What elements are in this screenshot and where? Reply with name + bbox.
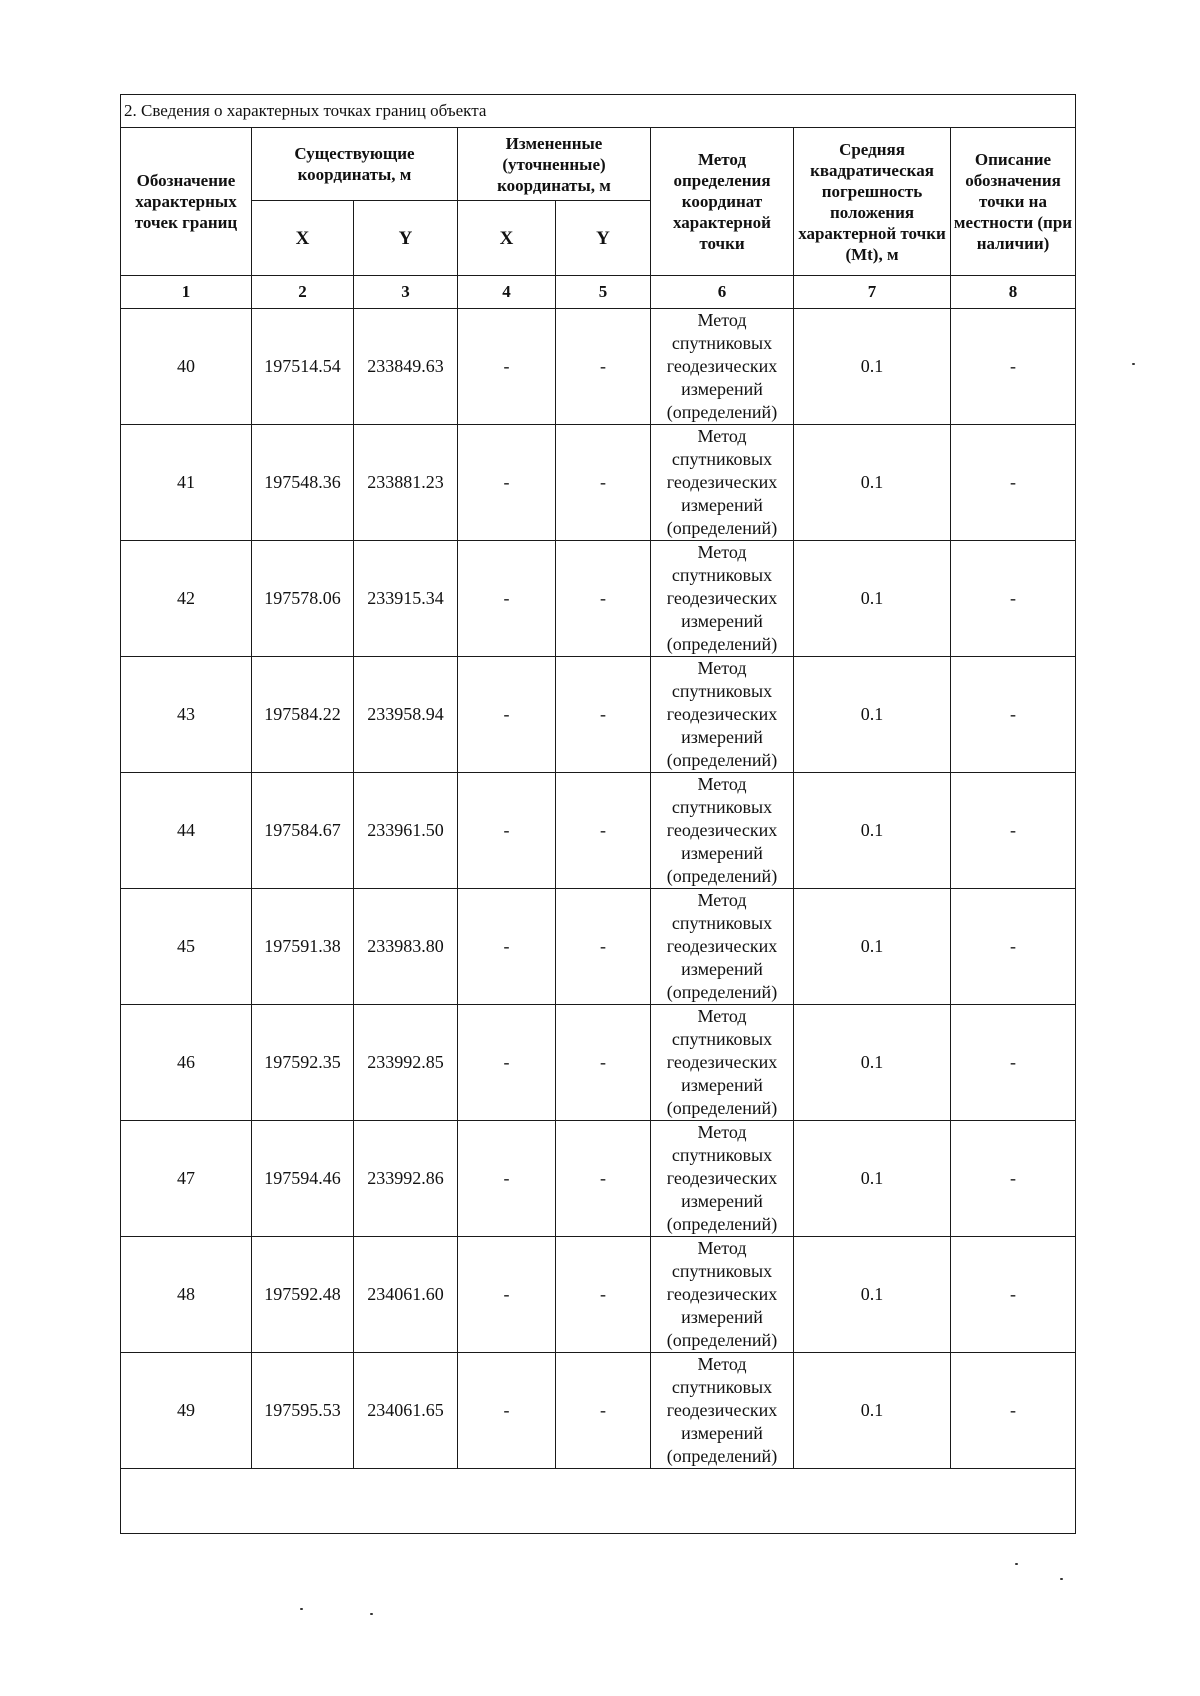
changed-x-value: -	[458, 1237, 556, 1353]
point-number: 45	[121, 889, 252, 1005]
scan-speck	[1015, 1563, 1018, 1565]
column-number-row	[121, 276, 1076, 309]
existing-x-value: 197584.67	[252, 773, 354, 889]
changed-y-value: -	[556, 1005, 651, 1121]
header-changed-y: Y	[556, 201, 651, 276]
header-mean-square-error: Средняя квадратическая погрешность положения характерной точки (Mt), м	[794, 128, 951, 276]
method-value: Метод спутниковых геодезических измерений (определений)	[651, 657, 794, 773]
existing-x-value: 197514.54	[252, 309, 354, 425]
table-row	[121, 309, 1076, 425]
method-value: Метод спутниковых геодезических измерений (определений)	[651, 1353, 794, 1469]
mt-value: 0.1	[794, 425, 951, 541]
mt-value: 0.1	[794, 309, 951, 425]
scan-speck	[300, 1608, 303, 1610]
description-value: -	[951, 309, 1076, 425]
existing-x-value: 197578.06	[252, 541, 354, 657]
description-value: -	[951, 657, 1076, 773]
changed-x-value: -	[458, 889, 556, 1005]
changed-y-value: -	[556, 309, 651, 425]
table-row	[121, 1237, 1076, 1353]
changed-x-value: -	[458, 657, 556, 773]
table-row	[121, 1005, 1076, 1121]
header-row-top	[121, 128, 1076, 201]
empty-row	[121, 1469, 1076, 1534]
description-value: -	[951, 1121, 1076, 1237]
changed-x-value: -	[458, 1005, 556, 1121]
mt-value: 0.1	[794, 1237, 951, 1353]
header-method: Метод определения координат характерной точки	[651, 128, 794, 276]
boundary-points-table	[120, 94, 1076, 1534]
point-number: 44	[121, 773, 252, 889]
description-value: -	[951, 425, 1076, 541]
changed-x-value: -	[458, 773, 556, 889]
existing-x-value: 197594.46	[252, 1121, 354, 1237]
table-body	[121, 309, 1076, 1534]
changed-y-value: -	[556, 773, 651, 889]
point-number: 48	[121, 1237, 252, 1353]
changed-y-value: -	[556, 889, 651, 1005]
header-existing-x: X	[252, 201, 354, 276]
description-value: -	[951, 541, 1076, 657]
mt-value: 0.1	[794, 1353, 951, 1469]
column-number: 3	[354, 276, 458, 309]
point-number: 42	[121, 541, 252, 657]
description-value: -	[951, 1237, 1076, 1353]
existing-x-value: 197592.48	[252, 1237, 354, 1353]
changed-y-value: -	[556, 541, 651, 657]
existing-y-value: 233983.80	[354, 889, 458, 1005]
header-existing-coordinates: Существующие координаты, м	[252, 128, 458, 201]
mt-value: 0.1	[794, 1121, 951, 1237]
mt-value: 0.1	[794, 541, 951, 657]
point-number: 40	[121, 309, 252, 425]
column-number: 7	[794, 276, 951, 309]
column-number: 6	[651, 276, 794, 309]
section-title: 2. Сведения о характерных точках границ объекта	[121, 95, 1076, 128]
point-number: 47	[121, 1121, 252, 1237]
existing-x-value: 197592.35	[252, 1005, 354, 1121]
table-row	[121, 1353, 1076, 1469]
scan-speck	[1060, 1578, 1063, 1580]
column-number: 1	[121, 276, 252, 309]
changed-y-value: -	[556, 1121, 651, 1237]
existing-x-value: 197591.38	[252, 889, 354, 1005]
method-value: Метод спутниковых геодезических измерений (определений)	[651, 425, 794, 541]
changed-y-value: -	[556, 425, 651, 541]
mt-value: 0.1	[794, 657, 951, 773]
column-number: 8	[951, 276, 1076, 309]
header-changed-coordinates: Измененные (уточненные) координаты, м	[458, 128, 651, 201]
mt-value: 0.1	[794, 1005, 951, 1121]
description-value: -	[951, 889, 1076, 1005]
method-value: Метод спутниковых геодезических измерений (определений)	[651, 309, 794, 425]
existing-x-value: 197595.53	[252, 1353, 354, 1469]
column-number: 4	[458, 276, 556, 309]
header-point-designation: Обозначение характерных точек границ	[121, 128, 252, 276]
description-value: -	[951, 773, 1076, 889]
changed-x-value: -	[458, 1121, 556, 1237]
changed-y-value: -	[556, 657, 651, 773]
table-row	[121, 1121, 1076, 1237]
existing-y-value: 234061.65	[354, 1353, 458, 1469]
document-sheet	[120, 94, 1075, 1534]
description-value: -	[951, 1353, 1076, 1469]
method-value: Метод спутниковых геодезических измерений (определений)	[651, 1237, 794, 1353]
changed-y-value: -	[556, 1237, 651, 1353]
existing-y-value: 233992.85	[354, 1005, 458, 1121]
scan-speck	[1132, 363, 1135, 365]
existing-y-value: 233992.86	[354, 1121, 458, 1237]
existing-x-value: 197584.22	[252, 657, 354, 773]
method-value: Метод спутниковых геодезических измерений (определений)	[651, 1005, 794, 1121]
existing-y-value: 234061.60	[354, 1237, 458, 1353]
existing-y-value: 233881.23	[354, 425, 458, 541]
table-row	[121, 541, 1076, 657]
mt-value: 0.1	[794, 773, 951, 889]
existing-x-value: 197548.36	[252, 425, 354, 541]
column-number: 5	[556, 276, 651, 309]
changed-x-value: -	[458, 1353, 556, 1469]
method-value: Метод спутниковых геодезических измерений (определений)	[651, 889, 794, 1005]
method-value: Метод спутниковых геодезических измерений (определений)	[651, 541, 794, 657]
point-number: 46	[121, 1005, 252, 1121]
existing-y-value: 233961.50	[354, 773, 458, 889]
caption-row	[121, 95, 1076, 128]
existing-y-value: 233915.34	[354, 541, 458, 657]
table-row	[121, 773, 1076, 889]
scan-speck	[370, 1613, 373, 1615]
empty-cell	[121, 1469, 1076, 1534]
header-point-description: Описание обозначения точки на местности (при наличии)	[951, 128, 1076, 276]
table-row	[121, 889, 1076, 1005]
point-number: 49	[121, 1353, 252, 1469]
method-value: Метод спутниковых геодезических измерений (определений)	[651, 773, 794, 889]
point-number: 43	[121, 657, 252, 773]
column-number: 2	[252, 276, 354, 309]
existing-y-value: 233958.94	[354, 657, 458, 773]
mt-value: 0.1	[794, 889, 951, 1005]
existing-y-value: 233849.63	[354, 309, 458, 425]
table-row	[121, 657, 1076, 773]
changed-x-value: -	[458, 425, 556, 541]
table-row	[121, 425, 1076, 541]
table-header	[121, 95, 1076, 309]
changed-x-value: -	[458, 309, 556, 425]
changed-y-value: -	[556, 1353, 651, 1469]
description-value: -	[951, 1005, 1076, 1121]
header-existing-y: Y	[354, 201, 458, 276]
method-value: Метод спутниковых геодезических измерений (определений)	[651, 1121, 794, 1237]
point-number: 41	[121, 425, 252, 541]
header-changed-x: X	[458, 201, 556, 276]
changed-x-value: -	[458, 541, 556, 657]
